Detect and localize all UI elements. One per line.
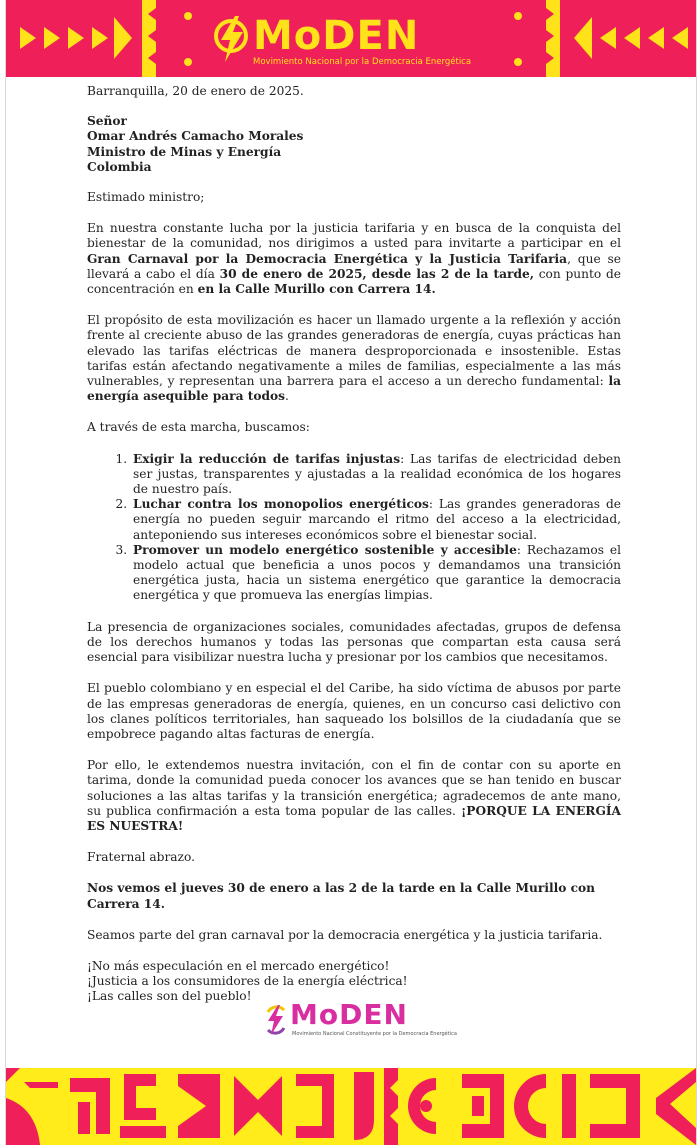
paragraph-goals-intro: A través de esta marcha, buscamos: [87,420,310,435]
letter-body [87,84,621,1005]
list-item: 3. Promover un modelo energético sostenible y accesible: Rechazamos el modelo actual que beneficia a unos pocos y demandamos una transición energética justa, hacia un sistema energético que garantice la democracia energética y que promueva las energías limpias. [131,543,621,604]
recipient-country: Colombia [87,159,152,174]
footer-brand-name: MoDEN [290,998,408,1031]
letter-page [5,0,697,1145]
paragraph-purpose: El propósito de esta movilización es hacer un llamado urgente a la reflexión y acción frente al creciente abuso de las grandes generadoras de energía, cuyas prácticas han elevado las tarifas eléctricas de manera desproporcionada e insostenible. Estas tarifas están afectando negativamente a miles de familias, especialmente a las más vulnerables, y representan una barrera para el acceso a un derecho fundamental: la energía asequible para todos. [87,313,621,404]
paragraph-participation: La presencia de organizaciones sociales, comunidades afectadas, grupos de defensa de los derechos humanos y todas las personas que compartan esta causa será esencial para visibilizar nuestra lucha y presionar por los cambios que necesitamos. [87,619,621,665]
header-brand-name: MoDEN [253,13,420,59]
event-reminder: Nos vemos el jueves 30 de enero a las 2 de la tarde en la Calle Murillo con Carrera 14. [87,881,595,911]
recipient-name: Omar Andrés Camacho Morales [87,129,304,144]
slogan: ¡Justicia a los consumidores de la energía eléctrica! [87,974,408,989]
left-arrow-pattern [20,0,192,77]
recipient-role: Ministro de Minas y Energía [87,144,282,159]
recipient-salutation: Señor [87,114,127,129]
greeting: Estimado ministro; [87,190,205,205]
goals-list [87,452,621,604]
footer-pattern [6,1068,696,1145]
header-logo [213,13,472,74]
list-item: 1. Exigir la reducción de tarifas injustas: Las tarifas de electricidad deben ser justas, transparentes y ajustadas a la realidad económica de los hogares de nuestro país. [131,452,621,498]
slogan: ¡Las calles son del pueblo! [87,989,252,1004]
energy-logo-icon [213,14,249,64]
paragraph-invitation: En nuestra constante lucha por la justicia tarifaria y en busca de la conquista del bienestar de la comunidad, nos dirigimos a usted para invitarte a participar en el Gran Carnaval por la Democracia Energética y la Justicia Tarifaria, que se llevará a cabo el día 30 de enero de 2025, desde las 2 de la tarde, con punto de concentración en en la Calle Murillo con Carrera 14. [87,221,621,297]
place-date: Barranquilla, 20 de enero de 2025. [87,84,304,98]
call-to-action: Seamos parte del gran carnaval por la democracia energética y la justicia tarifaria. [87,927,603,942]
header-tagline: Movimiento Nacional por la Democracia Energética [253,57,472,67]
header-banner [6,0,696,77]
slogan: ¡No más especulación en el mercado energético! [87,958,390,973]
energy-logo-icon [262,1002,290,1038]
closing: Fraternal abrazo. [87,850,195,865]
paragraph-abuses: El pueblo colombiano y en especial el del Caribe, ha sido víctima de abusos por parte de las empresas generadoras de energía, quienes, en un concurso casi delictivo con los clanes políticos territoriales, han saqueado los bolsillos de la ciudadanía que se empobrece pagando altas facturas de energía. [87,681,621,741]
right-arrow-pattern [514,0,688,77]
paragraph-request: Por ello, le extendemos nuestra invitación, con el fin de contar con su aporte en tarima, donde la comunidad pueda conocer los avances que se han tenido en buscar soluciones a las altas tarifas y la transición energética; agradecemos de ante mano, su publica confirmación a esta toma popular de las calles. ¡PORQUE LA ENERGÍA ES NUESTRA! [87,758,622,833]
footer-banner [6,1068,696,1145]
list-item: 2. Luchar contra los monopolios energéticos: Las grandes generadoras de energía no pueden seguir marcando el ritmo del acceso a la electricidad, anteponiendo sus intereses económicos sobre el bienestar social. [131,497,621,543]
footer-logo [262,998,457,1042]
footer-tagline: Movimiento Nacional Constituyente por la Democracia Energética [292,1031,457,1037]
